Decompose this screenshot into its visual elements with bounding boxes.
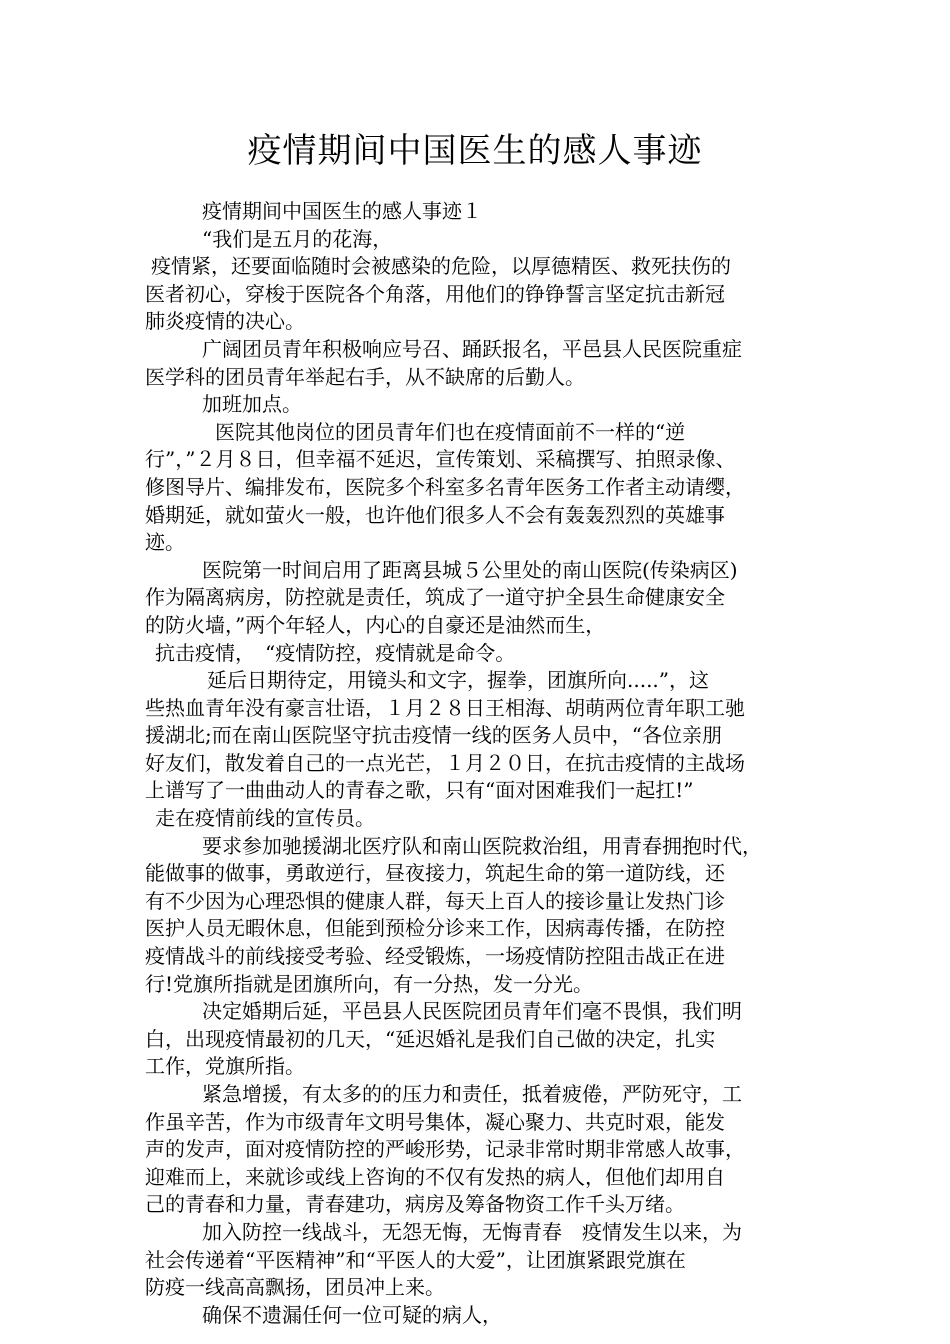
text-line: 迹。 — [145, 530, 185, 555]
text-line: 肺炎疫情的决心。 — [145, 309, 305, 334]
text-line: 抗击疫情， “疫情防控，疫情就是命令。 — [155, 640, 516, 665]
text-line: 医护人员无暇休息，但能到预检分诊来工作，因病毒传播，在防控 — [145, 916, 725, 941]
text-line: 走在疫情前线的宣传员。 — [155, 806, 375, 831]
article-body — [145, 198, 810, 1329]
page-title: 疫情期间中国医生的感人事迹 — [247, 131, 703, 171]
text-line: 要求参加驰援湖北医疗队和南山医院救治组，用青春拥抱时代， — [202, 833, 762, 858]
text-line: 己的青春和力量，青春建功，病房及筹备物资工作千头万绪。 — [145, 1192, 685, 1217]
text-line: “我们是五月的花海， — [202, 226, 393, 251]
text-line: 医学科的团员青年举起右手，从不缺席的后勤人。 — [145, 364, 585, 389]
text-line: 能做事的做事，勇敢逆行，昼夜接力，筑起生命的第一道防线，还 — [145, 861, 725, 886]
text-line: 些热血青年没有豪言壮语，１月２８日王相海、胡萌两位青年职工驰 — [145, 695, 745, 720]
text-line: 广阔团员青年积极响应号召、踊跃报名，平邑县人民医院重症 — [202, 336, 742, 361]
text-line: 医者初心，穿梭于医院各个角落，用他们的铮铮誓言坚定抗击新冠 — [145, 281, 725, 306]
text-line: 医院第一时间启用了距离县城５公里处的南山医院(传染病区) — [202, 557, 738, 582]
text-line: 加入防控一线战斗，无怨无悔，无悔青春 疫情发生以来，为 — [202, 1219, 742, 1244]
text-line: 工作，党旗所指。 — [145, 1054, 305, 1079]
text-line: 婚期延，就如萤火一般，也许他们很多人不会有轰轰烈烈的英雄事 — [145, 502, 725, 527]
text-line: 加班加点。 — [202, 392, 302, 417]
text-line: 延后日期待定，用镜头和文字，握拳，团旗所向.....”，这 — [207, 668, 710, 693]
text-line: 疫情紧，还要面临随时会被感染的危险，以厚德精医、救死扶伤的 — [151, 254, 731, 279]
text-line: 迎难而上，来就诊或线上咨询的不仅有发热的病人，但他们却用自 — [145, 1164, 725, 1189]
text-line: 援湖北;而在南山医院坚守抗击疫情一线的医务人员中，“各位亲朋 — [145, 723, 722, 748]
text-line: 作虽辛苦，作为市级青年文明号集体，凝心聚力、共克时艰，能发 — [145, 1109, 725, 1134]
article-subtitle: 疫情期间中国医生的感人事迹１ — [202, 199, 482, 223]
text-line: 好友们，散发着自己的一点光芒，１月２０日，在抗击疫情的主战场 — [145, 750, 745, 775]
text-line: 决定婚期后延，平邑县人民医院团员青年们毫不畏惧，我们明 — [202, 999, 742, 1024]
text-line: 有不少因为心理恐惧的健康人群，每天上百人的接诊量让发热门诊 — [145, 888, 725, 913]
text-line: 声的发声，面对疫情防控的严峻形势，记录非常时期非常感人故事， — [145, 1137, 745, 1162]
text-line: 防疫一线高高飘扬，团员冲上来。 — [145, 1275, 445, 1300]
text-line: 上谱写了一曲曲动人的青春之歌，只有“面对困难我们一起扛!” — [145, 778, 694, 803]
text-line: 紧急增援，有太多的的压力和责任，抵着疲倦，严防死守，工 — [202, 1082, 742, 1106]
text-line: 的防火墙，”两个年轻人，内心的自豪还是油然而生， — [145, 612, 606, 637]
text-line: 白，出现疫情最初的几天，“延迟婚礼是我们自己做的决定，扎实 — [145, 1026, 716, 1051]
text-line: 修图导片、编排发布，医院多个科室多名青年医务工作者主动请缨， — [145, 474, 745, 499]
text-line: 作为隔离病房，防控就是责任，筑成了一道守护全县生命健康安全 — [145, 585, 725, 610]
text-line: 疫情战斗的前线接受考验、经受锻炼，一场疫情防控阻击战正在进 — [145, 944, 725, 969]
text-line: 确保不遗漏任何一位可疑的病人， — [202, 1302, 502, 1327]
text-line: 行!党旗所指就是团旗所向，有一分热，发一分光。 — [145, 971, 594, 996]
text-line: 社会传递着“平医精神”和“平医人的大爱”，让团旗紧跟党旗在 — [145, 1247, 686, 1272]
text-line: 医院其他岗位的团员青年们也在疫情面前不一样的“逆 — [215, 419, 686, 444]
text-line: 行”，”２月８日，但幸福不延迟，宣传策划、采稿撰写、拍照录像、 — [145, 447, 736, 472]
